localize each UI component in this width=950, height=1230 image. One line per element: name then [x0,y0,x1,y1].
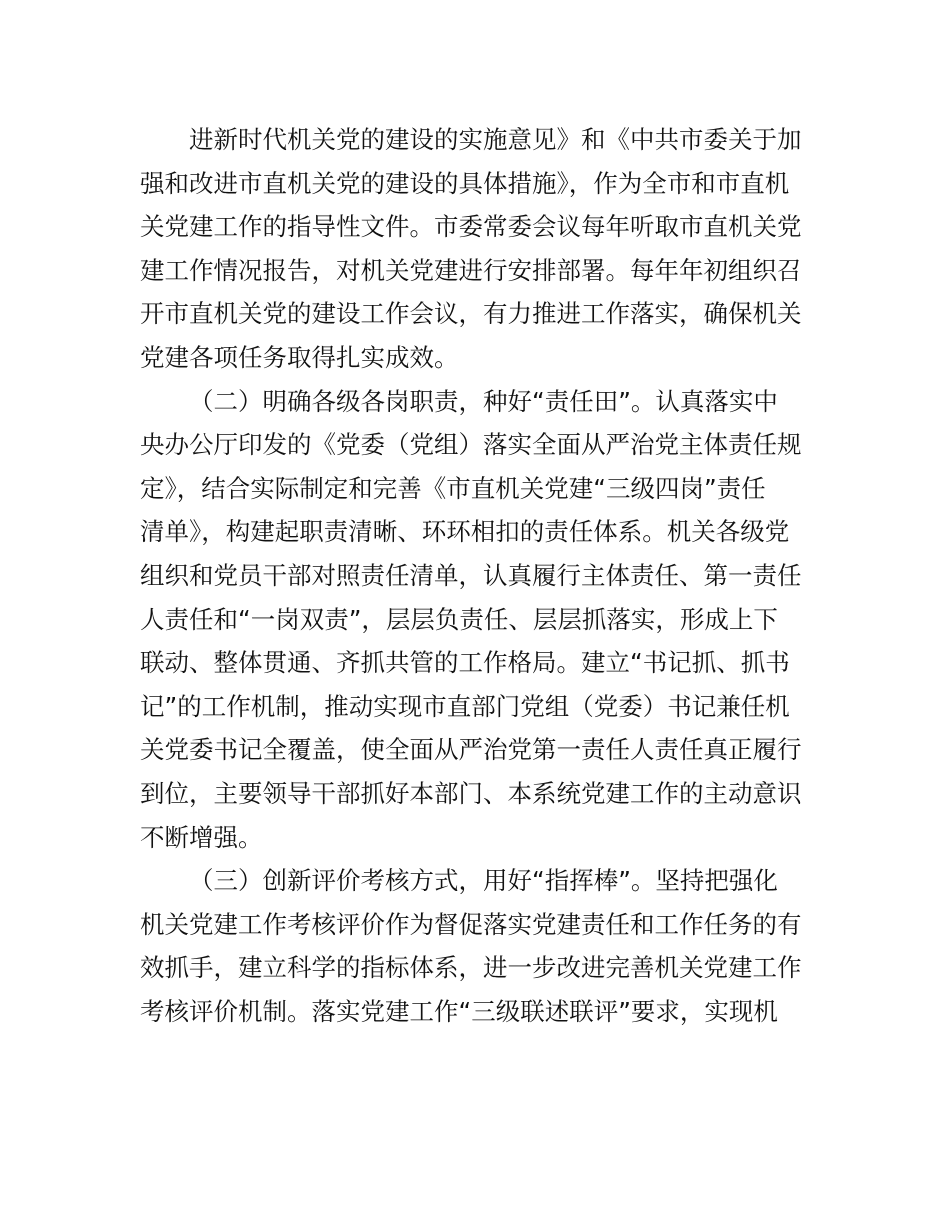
text-line: 关党建工作的指导性文件。市委常委会议每年听取市直机关党 [140,212,802,242]
text-line: 机关党建工作考核评价作为督促落实党建责任和工作任务的有 [140,909,802,939]
text-line: 记”的工作机制，推动实现市直部门党组（党委）书记兼任机 [140,691,790,721]
text-line: 党建各项任务取得扎实成效。 [140,342,459,372]
text-line: 效抓手，建立科学的指标体系，进一步改进完善机关党建工作 [140,953,802,983]
text-line: 组织和党员干部对照责任清单，认真履行主体责任、第一责任 [140,560,802,590]
text-line: 央办公厅印发的《党委（党组）落实全面从严治党主体责任规 [140,430,802,460]
paragraph-1 [140,118,820,380]
text-line: 清单》，构建起职责清晰、环环相扣的责任体系。机关各级党 [140,517,790,547]
text-line: 人责任和“一岗双责”，层层负责任、层层抓落实，形成上下 [140,604,778,634]
text-line: 进新时代机关党的建设的实施意见》和《中共市委关于加 [189,125,802,154]
text-line: 考核评价机制。落实党建工作“三级联述联评”要求，实现机 [140,996,778,1026]
text-line: 强和改进市直机关党的建设的具体措施》，作为全市和市直机 [140,168,790,198]
section-heading-line: （三）创新评价考核方式，用好“指挥棒”。坚持把强化 [189,866,778,896]
text-line: 开市直机关党的建设工作会议，有力推进工作落实，确保机关 [140,299,802,329]
paragraph-2 [140,380,820,860]
text-line: 定》，结合实际制定和完善《市直机关党建“三级四岗”责任 [140,473,766,503]
text-line: 联动、整体贯通、齐抓共管的工作格局。建立“书记抓、抓书 [140,648,790,678]
text-line: 不断增强。 [140,822,263,852]
section-heading-line: （二）明确各级各岗职责，种好“责任田”。认真落实中 [189,386,778,416]
text-line: 到位，主要领导干部抓好本部门、本系统党建工作的主动意识 [140,778,802,808]
paragraph-3 [140,859,820,1033]
text-line: 关党委书记全覆盖，使全面从严治党第一责任人责任真正履行 [140,735,802,765]
text-line: 建工作情况报告，对机关党建进行安排部署。每年年初组织召 [140,255,802,285]
document-body [140,118,820,1033]
